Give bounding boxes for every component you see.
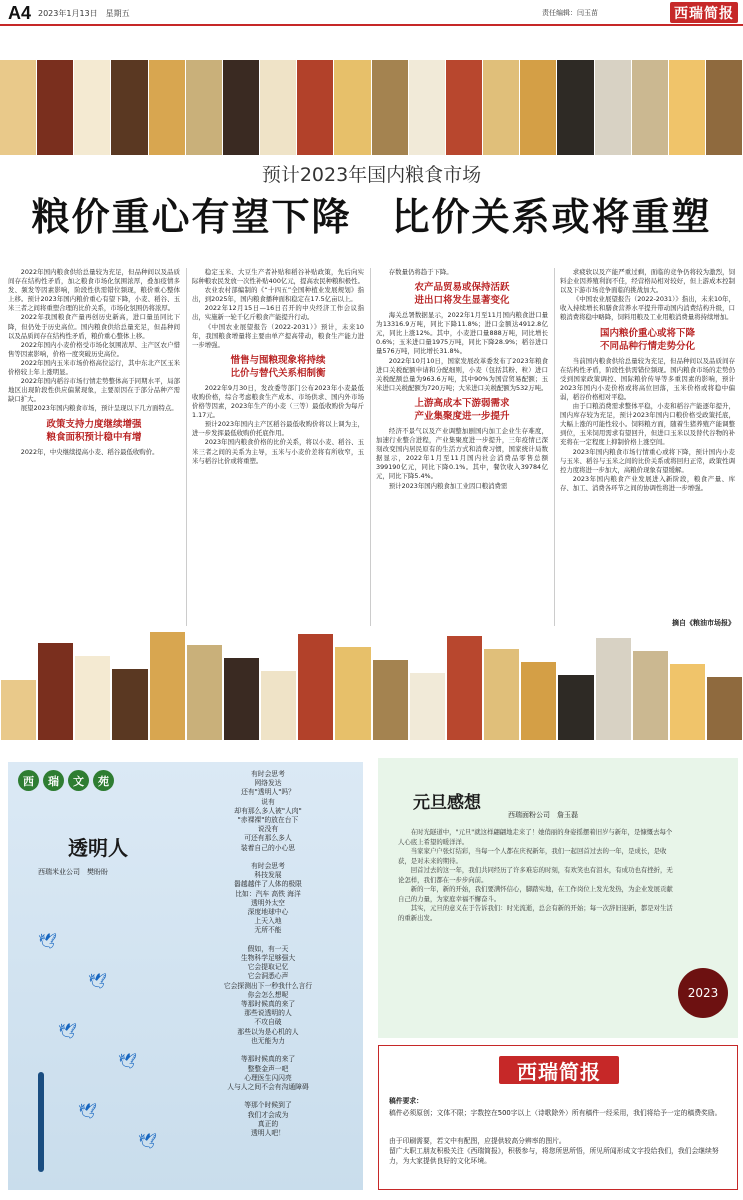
grain-tile [223, 60, 260, 155]
article-column-3 [376, 268, 548, 628]
poem-line: 人与人之间不会有沟通障碍 [227, 1082, 309, 1091]
article-column-1 [8, 268, 180, 628]
section-heading-3: 农产品贸易或保持活跃 进出口将发生显著变化 [414, 282, 510, 307]
grain-jar [373, 660, 408, 740]
badge-char: 文 [68, 770, 89, 791]
grain-tile [297, 60, 334, 155]
grain-tile [0, 60, 37, 155]
badge-char: 西 [18, 770, 39, 791]
paragraph: 2023年国内粮食产业发展进入新阶段，粮食产量、库存、加工、消费各环节之间的协调性将进一步增强。 [560, 474, 735, 492]
essay-paragraph: 新的一年，新的开始，我们要满怀信心，脚踏实地，在工作岗位上发光发热，为企业发展贡献自己的力量，为家庭幸福不懈奋斗。 [398, 885, 673, 903]
grain-jar [410, 673, 445, 740]
grain-jar [1, 680, 36, 740]
poem-line: 可还有那么多人 [244, 834, 292, 843]
poem-line: 有时会思考 [251, 862, 285, 871]
paragraph: 预计2023年国内粮食加工业因口粮消费需 [388, 481, 508, 490]
paragraph: 2022年10月10日，国家发展改革委发布了2023年粮食进口关税配额申请和分配细则，小麦（包括其粉、粒）进口关税配额总量为963.6万吨，其中90%为国营贸易配额；玉米进口关税配额为720万吨；大米进口关税配额为532万吨。 [376, 356, 548, 392]
section-heading-1: 政策支持力度继续增强 粮食面积预计稳中有增 [46, 418, 142, 443]
paragraph: 2022年9月30日，发改委等部门公布2023年小麦最低收购价格，综合考虑粮食生产成本、市场供求、国内外市场价格等因素，2023年生产的小麦（三等）最低收购价为每斤1.17元。 [192, 383, 364, 420]
poem-line: 却有那么多人被"人肉" [234, 806, 302, 815]
column-divider [186, 268, 187, 626]
grain-jar [484, 649, 519, 740]
paragraph: 2023年国内粮食价格的比价关系，将以小麦、稻谷、玉米三者之间的关系为主导，玉米与小麦价差将有所收窄，玉米与稻谷比价或将重塑。 [192, 438, 364, 465]
bird-icon: 🕊 [88, 972, 108, 990]
column-3a-paragraphs [376, 311, 548, 393]
grain-jar [112, 669, 147, 740]
poem-line: 等那个时候到了 [244, 1101, 292, 1110]
poem-line: 无所不能 [254, 926, 282, 935]
grain-tile [260, 60, 297, 155]
column-1b-paragraphs [8, 448, 180, 457]
column-3-paragraphs [376, 268, 548, 277]
poem-line: 还有"透明人"吗？ [241, 788, 295, 797]
grain-jar [335, 647, 370, 740]
poem-line: 不攻自破 [254, 1018, 282, 1027]
poem-line: 整整金声一吧 [247, 1064, 289, 1073]
grain-photo-band [0, 60, 743, 155]
page-number: A4 [8, 3, 32, 23]
poem-line: 透明人吧！ [251, 1128, 285, 1137]
grain-jar [447, 636, 482, 740]
grain-tile [334, 60, 371, 155]
badge-char: 瑞 [43, 770, 64, 791]
paragraph: 经济不景气以及产业调整加剧国内加工企业生存难度，加速行业整合进程，产业集聚度进一步提升，三年疫情已深刻改变国内居民原有的生活方式和消费习惯，国家统计局数据显示，2022年1月至11月国内社会消费品零售总额399190亿元，同比下降0.1%。其中，餐饮收入39784亿元，同比下降5.4%。 [376, 426, 548, 481]
literary-section [8, 762, 363, 1190]
grain-tile [557, 60, 594, 155]
column-2-paragraphs [192, 268, 364, 350]
masthead-logo: 西瑞简报 [670, 2, 738, 23]
paragraph: 预计2023年国内主产区稻谷最低收购价将以上调为主，进一步发挥最低收购价托底作用。 [192, 420, 364, 438]
column-divider [554, 268, 555, 626]
grain-jar [224, 658, 259, 740]
bird-icon: 🕊 [78, 1102, 98, 1120]
paragraph: 《中国农业展望报告（2022-2031）》指出，未来10年，收入持续增长和膳食营养水平提升带动国内消费结构升级，口粮消费将稳中略降，饲料用粮及工业用粮消费量将持续增加。 [560, 295, 735, 322]
paragraph: 由于口粮消费需求整体平稳，小麦和稻谷产能逐年提升，国内库存较为充足，预计2023年国内口粮价格受政策托底，大幅上涨的可能性较小。饲料粮方面，随着生猪养殖产能调整到位，玉米饲用需求有望回升，但进口玉米以及替代谷物的补充将在一定程度上抑制价格上涨空间。 [560, 402, 735, 447]
poem-line: 它会提取记忆 [247, 963, 289, 972]
bird-icon: 🕊 [118, 1052, 138, 1070]
essay-paragraph: 在时光隧道中，"元旦"就这样翩翩地走来了！她俏丽的身姿摇摆着旧岁与新年，是慷慨去每个人心底上希望的暖洋洋。 [398, 828, 673, 846]
poem-body [178, 770, 358, 1138]
grain-tile [706, 60, 743, 155]
grain-jar [38, 643, 73, 740]
paragraph: 2022年国内玉米市场价格高位运行，其中东北产区玉米价格较上年上涨明显。 [8, 358, 180, 377]
essay-paragraph: 回首过去的这一年，我们共同经历了许多难忘的时刻，有欢笑也有泪水，有成功也有挫折，无论怎样，我们都在一步步向前。 [398, 866, 673, 884]
grain-tile [37, 60, 74, 155]
grain-tile [372, 60, 409, 155]
paragraph: 2023年国内粮食市场行情重心或将下降，预计国内小麦与玉米、稻谷与玉米之间的比价关系或将回归正常，政策性调控力度将进一步加大，高粮价现象有望缓解。 [560, 447, 735, 474]
poem-line: 说有 [261, 797, 275, 806]
poem-author: 西瑞米业公司 樊盼盼 [38, 868, 108, 876]
paragraph: 展望2023年国内粮食市场，预计呈现以下几方面特点。 [20, 404, 178, 413]
grain-jar [707, 677, 742, 740]
poem-line: 科技发展 [254, 871, 282, 880]
poem-line [178, 853, 358, 862]
paragraph: 2022年12月15日—16日召开的中央经济工作会议指出，实施新一轮千亿斤粮食产能提升行动。 [192, 304, 364, 322]
article-column-4 [560, 268, 735, 618]
grain-jar [261, 671, 296, 740]
bird-icon: 🕊 [58, 1022, 78, 1040]
poem-line: 有时会思考 [251, 770, 285, 778]
grain-tile [149, 60, 186, 155]
section-heading-4: 上游高成本下游弱需求 产业集聚度进一步提升 [414, 397, 510, 422]
grain-jar [521, 662, 556, 740]
grain-jar [150, 632, 185, 740]
article-title: 粮价重心有望下降 比价关系或将重塑 [31, 195, 712, 239]
poem-line: 生物科学足够强大 [240, 954, 296, 963]
grain-jar-strip [0, 630, 743, 740]
poem-line: 你会怎么想呢 [247, 990, 289, 999]
essay-body [398, 828, 673, 923]
bird-illustration [18, 902, 178, 1182]
poem-line: 比如：汽车 高铁 海洋 [235, 889, 301, 898]
essay-section [378, 758, 738, 1038]
poem-line: 嚣越越伴了人体的极限 [234, 880, 302, 889]
poem-title: 透明人 [68, 836, 128, 860]
column-2b-paragraphs [192, 384, 364, 466]
paragraph: 当前国内粮食供给总量较为充足，但品种间以及品质间存在结构性矛盾，阶段性供需错位频现。国内粮食市场的走势仍受到国家政策调控、国际粮价传导等多重因素的影响，预计2023年国内小麦价格或将高位回落，玉米价格或将稳中偏弱，稻谷价格相对平稳。 [560, 356, 735, 401]
grain-jar [596, 638, 631, 740]
bird-icon: 🕊 [38, 932, 58, 950]
poem-line: 网络发达 [254, 779, 282, 788]
grain-jar [187, 645, 222, 740]
notice-logo: 西瑞简报 [499, 1056, 619, 1084]
section-heading-5: 国内粮价重心或将下降 不同品种行情走势分化 [599, 327, 695, 352]
poem-line [178, 1092, 358, 1101]
grain-tile [186, 60, 223, 155]
poem-line: 说没有 [257, 825, 279, 834]
poem-line: 等那时候真的来了 [240, 1055, 296, 1064]
grain-jar [298, 634, 333, 740]
poem-line: 真正的 [257, 1119, 279, 1128]
paragraph: 2022年国内小麦价格受市场化氛围浓厚、主产区农户惜售等因素影响，价格一度突破历史高位。 [8, 340, 180, 358]
poem-line: 装着自己的小心思 [240, 843, 296, 852]
poem-line: "赤裸裸"的放在台下 [237, 816, 299, 825]
poem-line: 它会探测出下一秒我什么言行 [223, 981, 313, 990]
requirement-note: 由于印刷需要，若文中有配图，应提供较高分辨率的图片。 留广大职工朋友积极关注《西瑞简报》，积极参与，将您所思所悟，所见所闻形成文字投给我们，我们会继续努力，为大家提供良好的文化环境。 [389, 1137, 719, 1165]
column-4b-paragraphs [560, 357, 735, 493]
paragraph: 稳定玉米、大豆生产者补贴和稻谷补贴政策，先后向实际种粮农民发放一次性补贴400亿元，提高农民种粮积极性。 [192, 268, 364, 286]
paragraph: 存数量仍将趋于下降。 [388, 268, 453, 276]
grain-tile [74, 60, 111, 155]
grain-tile [483, 60, 520, 155]
submission-notice [378, 1045, 738, 1190]
poem-line: 那些说透明的人 [244, 1009, 292, 1018]
essay-title: 元旦感想 [413, 793, 481, 813]
article-column-2 [192, 268, 364, 628]
paragraph: 2022年国内粮食供给总量较为充足，但品种间以及品质间存在结构性矛盾，加之粮食市场化氛围浓厚，叠加疫情多发、频发等因素影响，阶段性供需错位频现，粮价重心整体上移。预计2023年国内粮价重心有望下降，小麦、稻谷、玉米三者之间将重塑合理的比价关系，市场化氛围仍将浓厚。 [8, 268, 180, 313]
poem-line: 深度地球中心 [247, 908, 289, 917]
poem-line: 假如，有一天 [247, 944, 289, 953]
column-4-paragraphs [560, 268, 735, 323]
essay-paragraph: 当家家户户张灯结彩，当每一个人都在庆祝新年，我们一起回首过去的一年，是成长，是收获，是对未来的期待。 [398, 847, 667, 865]
badge-char: 苑 [93, 770, 114, 791]
paragraph: 2022年国内稻谷市场行情走势整体高于同期水平，局部地区出现阶段性供应偏紧现象，主要原因在于部分品种产需缺口扩大。 [8, 377, 180, 404]
poem-line [178, 936, 358, 945]
paragraph: 求疲软以及产能严重过剩，面临的竞争仍将较为激烈，饲料企业因养殖利润不佳，经营格局相对较好，但上游成本控制以及下游市场竞争面临的挑战加大。 [560, 268, 735, 295]
literary-badge [18, 770, 114, 791]
essay-author: 西瑞面粉公司 詹玉磊 [508, 811, 578, 819]
poem-line: 透明外太空 [251, 898, 285, 907]
clock-2023-badge: 2023 [678, 968, 728, 1018]
section-heading-2: 惜售与囤粮现象将持续 比价与替代关系相制衡 [230, 354, 326, 379]
grain-jar [558, 675, 593, 740]
poem-line: 我们才会成为 [247, 1110, 289, 1119]
grain-tile [111, 60, 148, 155]
editor-credit: 责任编辑：闫玉苗 [542, 9, 598, 17]
grain-jar [633, 651, 668, 740]
poem-line [178, 1046, 358, 1055]
poem-line: 那些以为是心机的人 [237, 1027, 299, 1036]
article-subtitle: 预计2023年国内粮食市场 [261, 164, 482, 186]
poem-line: 等那时候真的来了 [240, 1000, 296, 1009]
poem-line: 心理医生闪闪亮 [244, 1073, 292, 1082]
grain-tile [595, 60, 632, 155]
requirement-text: 稿件必须原创；文体不限；字数控在500字以上（诗歌除外）所有稿件一经采用，我们将给予一定的稿费奖励。 [389, 1109, 722, 1117]
column-divider [370, 268, 371, 626]
bird-icon: 🕊 [138, 1132, 158, 1150]
grain-jar [670, 664, 705, 740]
poem-line: 上天入地 [254, 917, 282, 926]
grain-jar [75, 656, 110, 740]
paragraph: 2022年我国粮食产量再创历史新高，进口量虽同比下降，但仍处于历史高位。国内粮食供给总量充足，但品种间以及品质间存在结构性矛盾，粮价重心整体上移。 [8, 313, 180, 340]
paragraph: 海关总署数据显示，2022年1月至11月国内粮食进口量为13316.9万吨，同比下降11.8%；进口金额达4912.8亿元，同比上涨12%。其中，小麦进口量888万吨，同比增长0.6%；玉米进口量1975万吨，同比下降28.9%；稻谷进口量576万吨，同比增长31.8%。 [376, 311, 548, 356]
grain-tile [632, 60, 669, 155]
paragraph: 《中国农业展望报告（2022-2031）》预计，未来10年，我国粮食增量将主要由单产提高带动，粮食生产能力进一步增强。 [192, 322, 364, 349]
grain-tile [409, 60, 446, 155]
paragraph: 2022年，中央继续提高小麦、稻谷最低收购价。 [20, 447, 159, 456]
grain-tile [520, 60, 557, 155]
poem-line: 也无能为力 [251, 1036, 285, 1045]
column-1-paragraphs [8, 268, 180, 414]
paragraph: 农业农村部编制的《“十四五”全国种植业发展规划》指出，到2025年，国内粮食播种面积稳定在17.5亿亩以上。 [192, 286, 364, 304]
issue-date: 2023年1月13日 星期五 [38, 9, 130, 18]
grain-tile [669, 60, 706, 155]
poem-line: 它会洞悉心声 [247, 972, 289, 981]
requirement-heading: 稿件要求： [389, 1097, 423, 1105]
grain-tile [446, 60, 483, 155]
essay-paragraph: 其实，元旦的意义在于告诉我们：时光流逝，总会有新的开始；每一次辞旧迎新，都是对生活的重新出发。 [398, 904, 673, 922]
article-source: 摘自《粮油市场报》 [672, 619, 735, 627]
column-3b-paragraphs [376, 427, 548, 491]
figure-silhouette [38, 1072, 44, 1172]
